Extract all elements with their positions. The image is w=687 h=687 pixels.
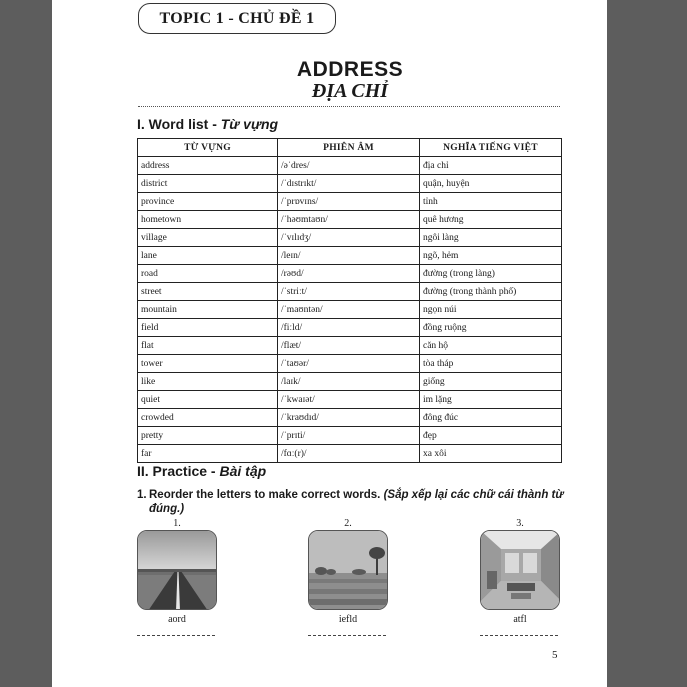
table-row [138,373,562,391]
meaning-cell: đồng ruộng [420,319,562,337]
pronunciation-cell: /ˈstriːt/ [278,283,420,301]
meaning-cell: tỉnh [420,193,562,211]
meaning-cell: căn hộ [420,337,562,355]
pronunciation-cell: /ˈhəʊmtaʊn/ [278,211,420,229]
pronunciation-cell: /fɑː(r)/ [278,445,420,463]
vocabulary-cell: crowded [138,409,278,427]
table-row [138,265,562,283]
meaning-cell: ngọn núi [420,301,562,319]
vocabulary-cell: village [138,229,278,247]
vocabulary-cell: field [138,319,278,337]
vocabulary-cell: quiet [138,391,278,409]
word-list-table [137,138,562,463]
table-row [138,247,562,265]
pronunciation-cell: /ˈkwaɪət/ [278,391,420,409]
pronunciation-cell: /fiːld/ [278,319,420,337]
meaning-cell: địa chỉ [420,157,562,175]
table-header-row [138,139,562,157]
table-row [138,211,562,229]
pronunciation-cell: /ˈvɪlɪdʒ/ [278,229,420,247]
vocabulary-cell: tower [138,355,278,373]
scrambled-word: aord [168,614,186,625]
pronunciation-cell: /rəʊd/ [278,265,420,283]
page-subtitle: ĐỊA CHỈ [311,80,389,102]
table-row [138,445,562,463]
table-row [138,427,562,445]
meaning-cell: đường (trong thành phố) [420,283,562,301]
meaning-cell: im lặng [420,391,562,409]
table-row [138,193,562,211]
picture-number: 3. [516,518,524,529]
vocabulary-cell: province [138,193,278,211]
meaning-cell: đông đúc [420,409,562,427]
pronunciation-cell: /flæt/ [278,337,420,355]
picture-number: 1. [173,518,181,529]
vocabulary-cell: address [138,157,278,175]
table-row [138,301,562,319]
pronunciation-cell: /ˈprɒvɪns/ [278,193,420,211]
table-row [138,157,562,175]
table-row [138,283,562,301]
exercise-number: 1. [137,489,147,501]
vocabulary-cell: hometown [138,211,278,229]
exercise-text-vietnamese: (Sắp xếp lại các chữ cái thành từ đúng.) [149,489,564,515]
meaning-cell: đẹp [420,427,562,445]
meaning-cell: đường (trong làng) [420,265,562,283]
meaning-cell: giống [420,373,562,391]
vocabulary-cell: road [138,265,278,283]
table-row [138,337,562,355]
section-heading-practice [137,463,266,479]
scrambled-word: atfl [513,614,527,625]
section-heading-text: II. Practice - [137,463,220,479]
answer-blank[interactable] [137,635,215,636]
vocabulary-cell: like [138,373,278,391]
pronunciation-cell: /ˈkraʊdɪd/ [278,409,420,427]
viewer-background-right [607,0,687,687]
vocabulary-cell: flat [138,337,278,355]
vocabulary-cell: street [138,283,278,301]
table-row [138,409,562,427]
table-header-meaning: NGHĨA TIẾNG VIỆT [420,139,562,157]
pronunciation-cell: /ˈprɪti/ [278,427,420,445]
table-row [138,229,562,247]
section-heading-word-list [137,116,278,132]
pronunciation-cell: /əˈdres/ [278,157,420,175]
table-header-pronunciation: PHIÊN ÂM [278,139,420,157]
picture-number: 2. [344,518,352,529]
topic-badge: TOPIC 1 - CHỦ ĐỀ 1 [138,3,336,34]
meaning-cell: quê hương [420,211,562,229]
pronunciation-cell: /leɪn/ [278,247,420,265]
field-photo [308,530,388,610]
meaning-cell: ngôi làng [420,229,562,247]
meaning-cell: xa xôi [420,445,562,463]
section-heading-italic: Từ vựng [220,116,279,132]
meaning-cell: quận, huyện [420,175,562,193]
table-row [138,355,562,373]
vocabulary-cell: mountain [138,301,278,319]
dotted-divider [138,106,560,107]
table-row [138,319,562,337]
viewer-background-left [0,0,52,687]
meaning-cell: tòa tháp [420,355,562,373]
vocabulary-cell: far [138,445,278,463]
pronunciation-cell: /ˈtaʊər/ [278,355,420,373]
page-number: 5 [552,649,558,661]
vocabulary-cell: district [138,175,278,193]
answer-blank[interactable] [308,635,386,636]
page-title: ADDRESS [296,58,404,81]
table-row [138,175,562,193]
pronunciation-cell: /laɪk/ [278,373,420,391]
flat-interior-photo [480,530,560,610]
table-header-vocabulary: TỪ VỰNG [138,139,278,157]
table-row [138,391,562,409]
scrambled-word: iefld [338,614,358,625]
vocabulary-cell: lane [138,247,278,265]
road-photo [137,530,217,610]
vocabulary-cell: pretty [138,427,278,445]
meaning-cell: ngõ, hẻm [420,247,562,265]
exercise-text: Reorder the letters to make correct words. [149,489,384,501]
pronunciation-cell: /ˈmaʊntən/ [278,301,420,319]
section-heading-italic: Bài tập [219,463,267,479]
answer-blank[interactable] [480,635,558,636]
section-heading-text: I. Word list - [137,116,221,132]
pronunciation-cell: /ˈdɪstrɪkt/ [278,175,420,193]
